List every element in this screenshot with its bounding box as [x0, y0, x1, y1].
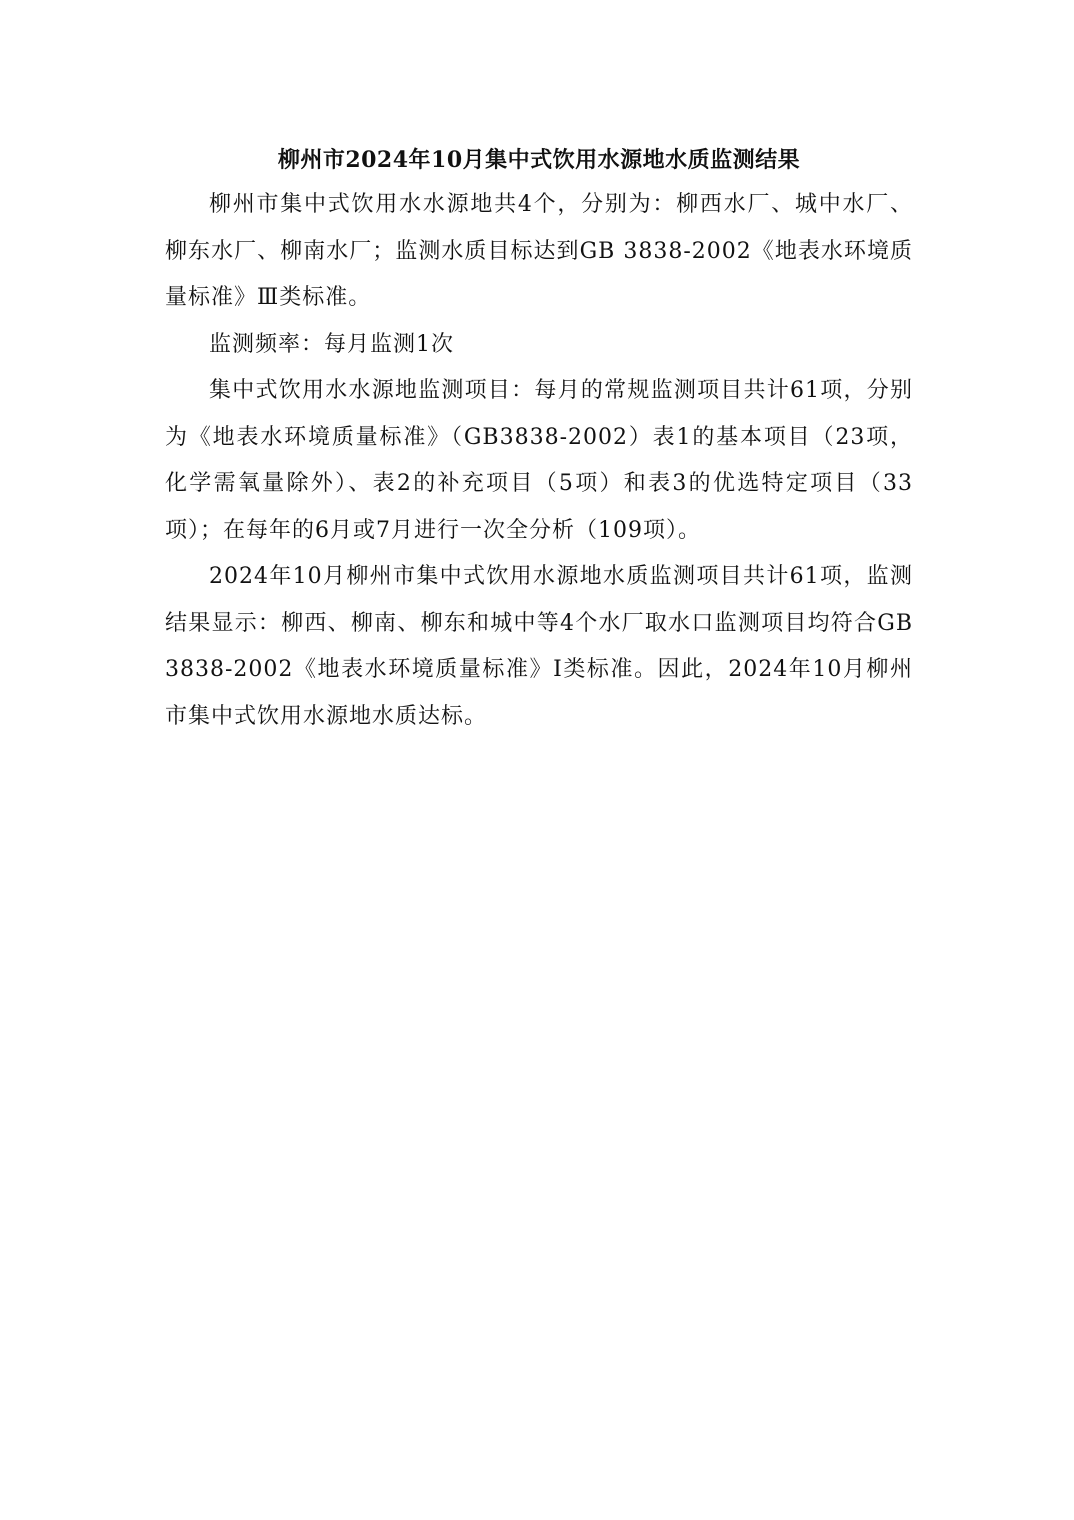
document-title: 柳州市2024年10月集中式饮用水源地水质监测结果: [277, 147, 801, 173]
paragraph-frequency: 监测频率：每月监测1次: [209, 331, 454, 357]
paragraph-items: 集中式饮用水水源地监测项目：每月的常规监测项目共计61项，分别为《地表水环境质量标准》（GB3838-2002）表1的基本项目（23项，化学需氧量除外）、表2的补充项目（5项）和表3的优选特定项目（33项）；在每年的6月或7月进行一次全分析（109项）。: [165, 378, 913, 543]
paragraph-sources: 柳州市集中式饮用水水源地共4个，分别为：柳西水厂、城中水厂、柳东水厂、柳南水厂；监测水质目标达到GB 3838-2002《地表水环境质量标准》Ⅲ类标准。: [165, 192, 913, 310]
document-body: [165, 138, 913, 740]
paragraph-results: 2024年10月柳州市集中式饮用水源地水质监测项目共计61项，监测结果显示：柳西、柳南、柳东和城中等4个水厂取水口监测项目均符合GB 3838-2002《地表水环境质量标准》Ⅰ类标准。因此，2024年10月柳州市集中式饮用水源地水质达标。: [165, 564, 913, 729]
